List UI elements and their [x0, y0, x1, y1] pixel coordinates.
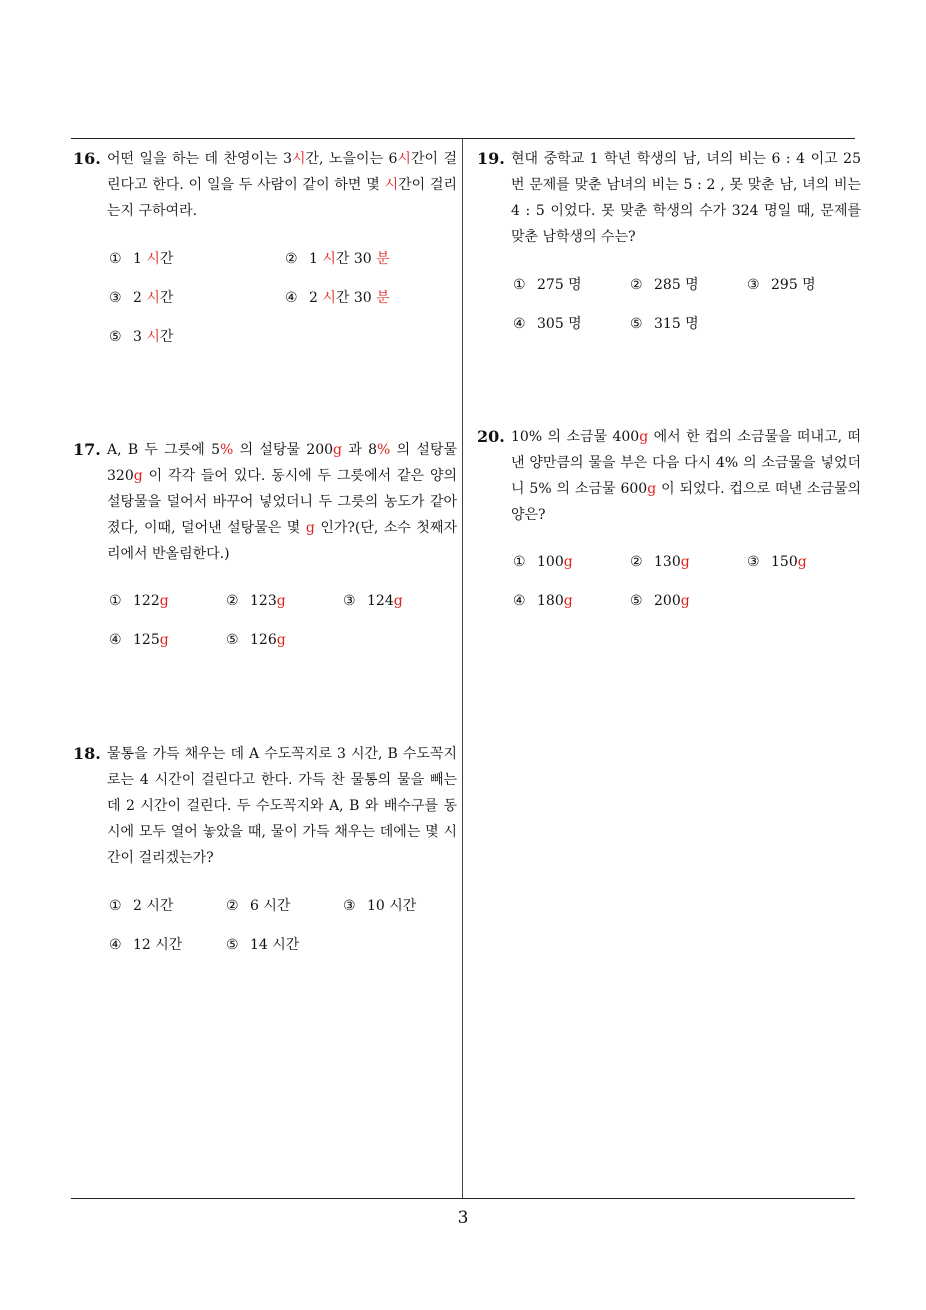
question-18 [73, 741, 457, 975]
question-number: 18. [73, 744, 101, 763]
option-2[interactable]: ② 285 명 [630, 277, 699, 293]
option-2[interactable]: ② 6 시간 [226, 898, 291, 914]
page-number: 3 [457, 1208, 469, 1228]
option-2[interactable]: ② 123g [226, 593, 286, 609]
question-text: A, B 두 그릇에 5% 의 설탕물 200g 과 8% 의 설탕물 320g 이 각각 들어 있다. 동시에 두 그릇에서 같은 양의 설탕물을 덜어서 바꾸어 넣었더니 두 그릇의 농도가 같아졌다, 이때, 덜어낸 설탕물은 몇 g 인가?(단, 소수 첫째자리에서 반올림한다.) [107, 442, 457, 562]
option-5[interactable]: ⑤ 3 시간 [109, 329, 174, 345]
question-19 [477, 146, 861, 354]
option-1[interactable]: ① 122g [109, 593, 169, 609]
option-1[interactable]: ① 2 시간 [109, 898, 174, 914]
question-number: 16. [73, 149, 101, 168]
option-5[interactable]: ⑤ 126g [226, 632, 286, 648]
question-text: 물통을 가득 채우는 데 A 수도꼭지로 3 시간, B 수도꼭지로는 4 시간이 걸린다고 한다. 가득 찬 물통의 물을 빼는 데 2 시간이 걸린다. 두 수도꼭지와 A, B 와 배수구를 동시에 모두 열어 놓았을 때, 물이 가득 채우는 데에는 몇 시간이 걸리겠는가? [107, 746, 457, 866]
option-3[interactable]: ③ 2 시간 [109, 290, 174, 306]
option-1[interactable]: ① 100g [513, 554, 573, 570]
option-3[interactable]: ③ 150g [747, 554, 807, 570]
option-4[interactable]: ④ 305 명 [513, 316, 582, 332]
question-20 [477, 424, 861, 634]
option-5[interactable]: ⑤ 315 명 [630, 316, 699, 332]
option-3[interactable]: ③ 295 명 [747, 277, 816, 293]
option-4[interactable]: ④ 125g [109, 632, 169, 648]
question-17 [73, 437, 457, 673]
question-number: 17. [73, 440, 101, 459]
question-text: 현대 중학교 1 학년 학생의 남, 녀의 비는 6 : 4 이고 25 번 문제를 맞춘 남녀의 비는 5 : 2 , 못 맞춘 남, 녀의 비는 4 : 5 이었다. 못 맞춘 학생의 수가 324 명일 때, 문제를 맞춘 남학생의 수는? [511, 151, 861, 245]
question-number: 20. [477, 427, 505, 446]
question-number: 19. [477, 149, 505, 168]
option-4[interactable]: ④ 180g [513, 593, 573, 609]
option-4[interactable]: ④ 2 시간 30 분 [285, 290, 390, 306]
option-2[interactable]: ② 130g [630, 554, 690, 570]
option-5[interactable]: ⑤ 14 시간 [226, 937, 300, 953]
option-3[interactable]: ③ 124g [343, 593, 403, 609]
question-text: 10% 의 소금물 400g 에서 한 컵의 소금물을 떠내고, 떠낸 양만큼의 물을 부은 다음 다시 4% 의 소금물을 넣었더니 5% 의 소금물 600g 이 되었다. 컵으로 떠낸 소금물의 양은? [511, 429, 861, 523]
option-1[interactable]: ① 275 명 [513, 277, 582, 293]
option-1[interactable]: ① 1 시간 [109, 251, 174, 267]
option-2[interactable]: ② 1 시간 30 분 [285, 251, 390, 267]
question-text: 어떤 일을 하는 데 찬영이는 3시간, 노을이는 6시간이 걸린다고 한다. 이 일을 두 사람이 같이 하면 몇 시간이 걸리는지 구하여라. [107, 151, 457, 219]
column-divider [462, 138, 463, 1198]
header-rule [71, 138, 855, 139]
question-16 [73, 146, 457, 368]
option-4[interactable]: ④ 12 시간 [109, 937, 183, 953]
footer-rule [71, 1198, 855, 1199]
option-3[interactable]: ③ 10 시간 [343, 898, 417, 914]
option-5[interactable]: ⑤ 200g [630, 593, 690, 609]
